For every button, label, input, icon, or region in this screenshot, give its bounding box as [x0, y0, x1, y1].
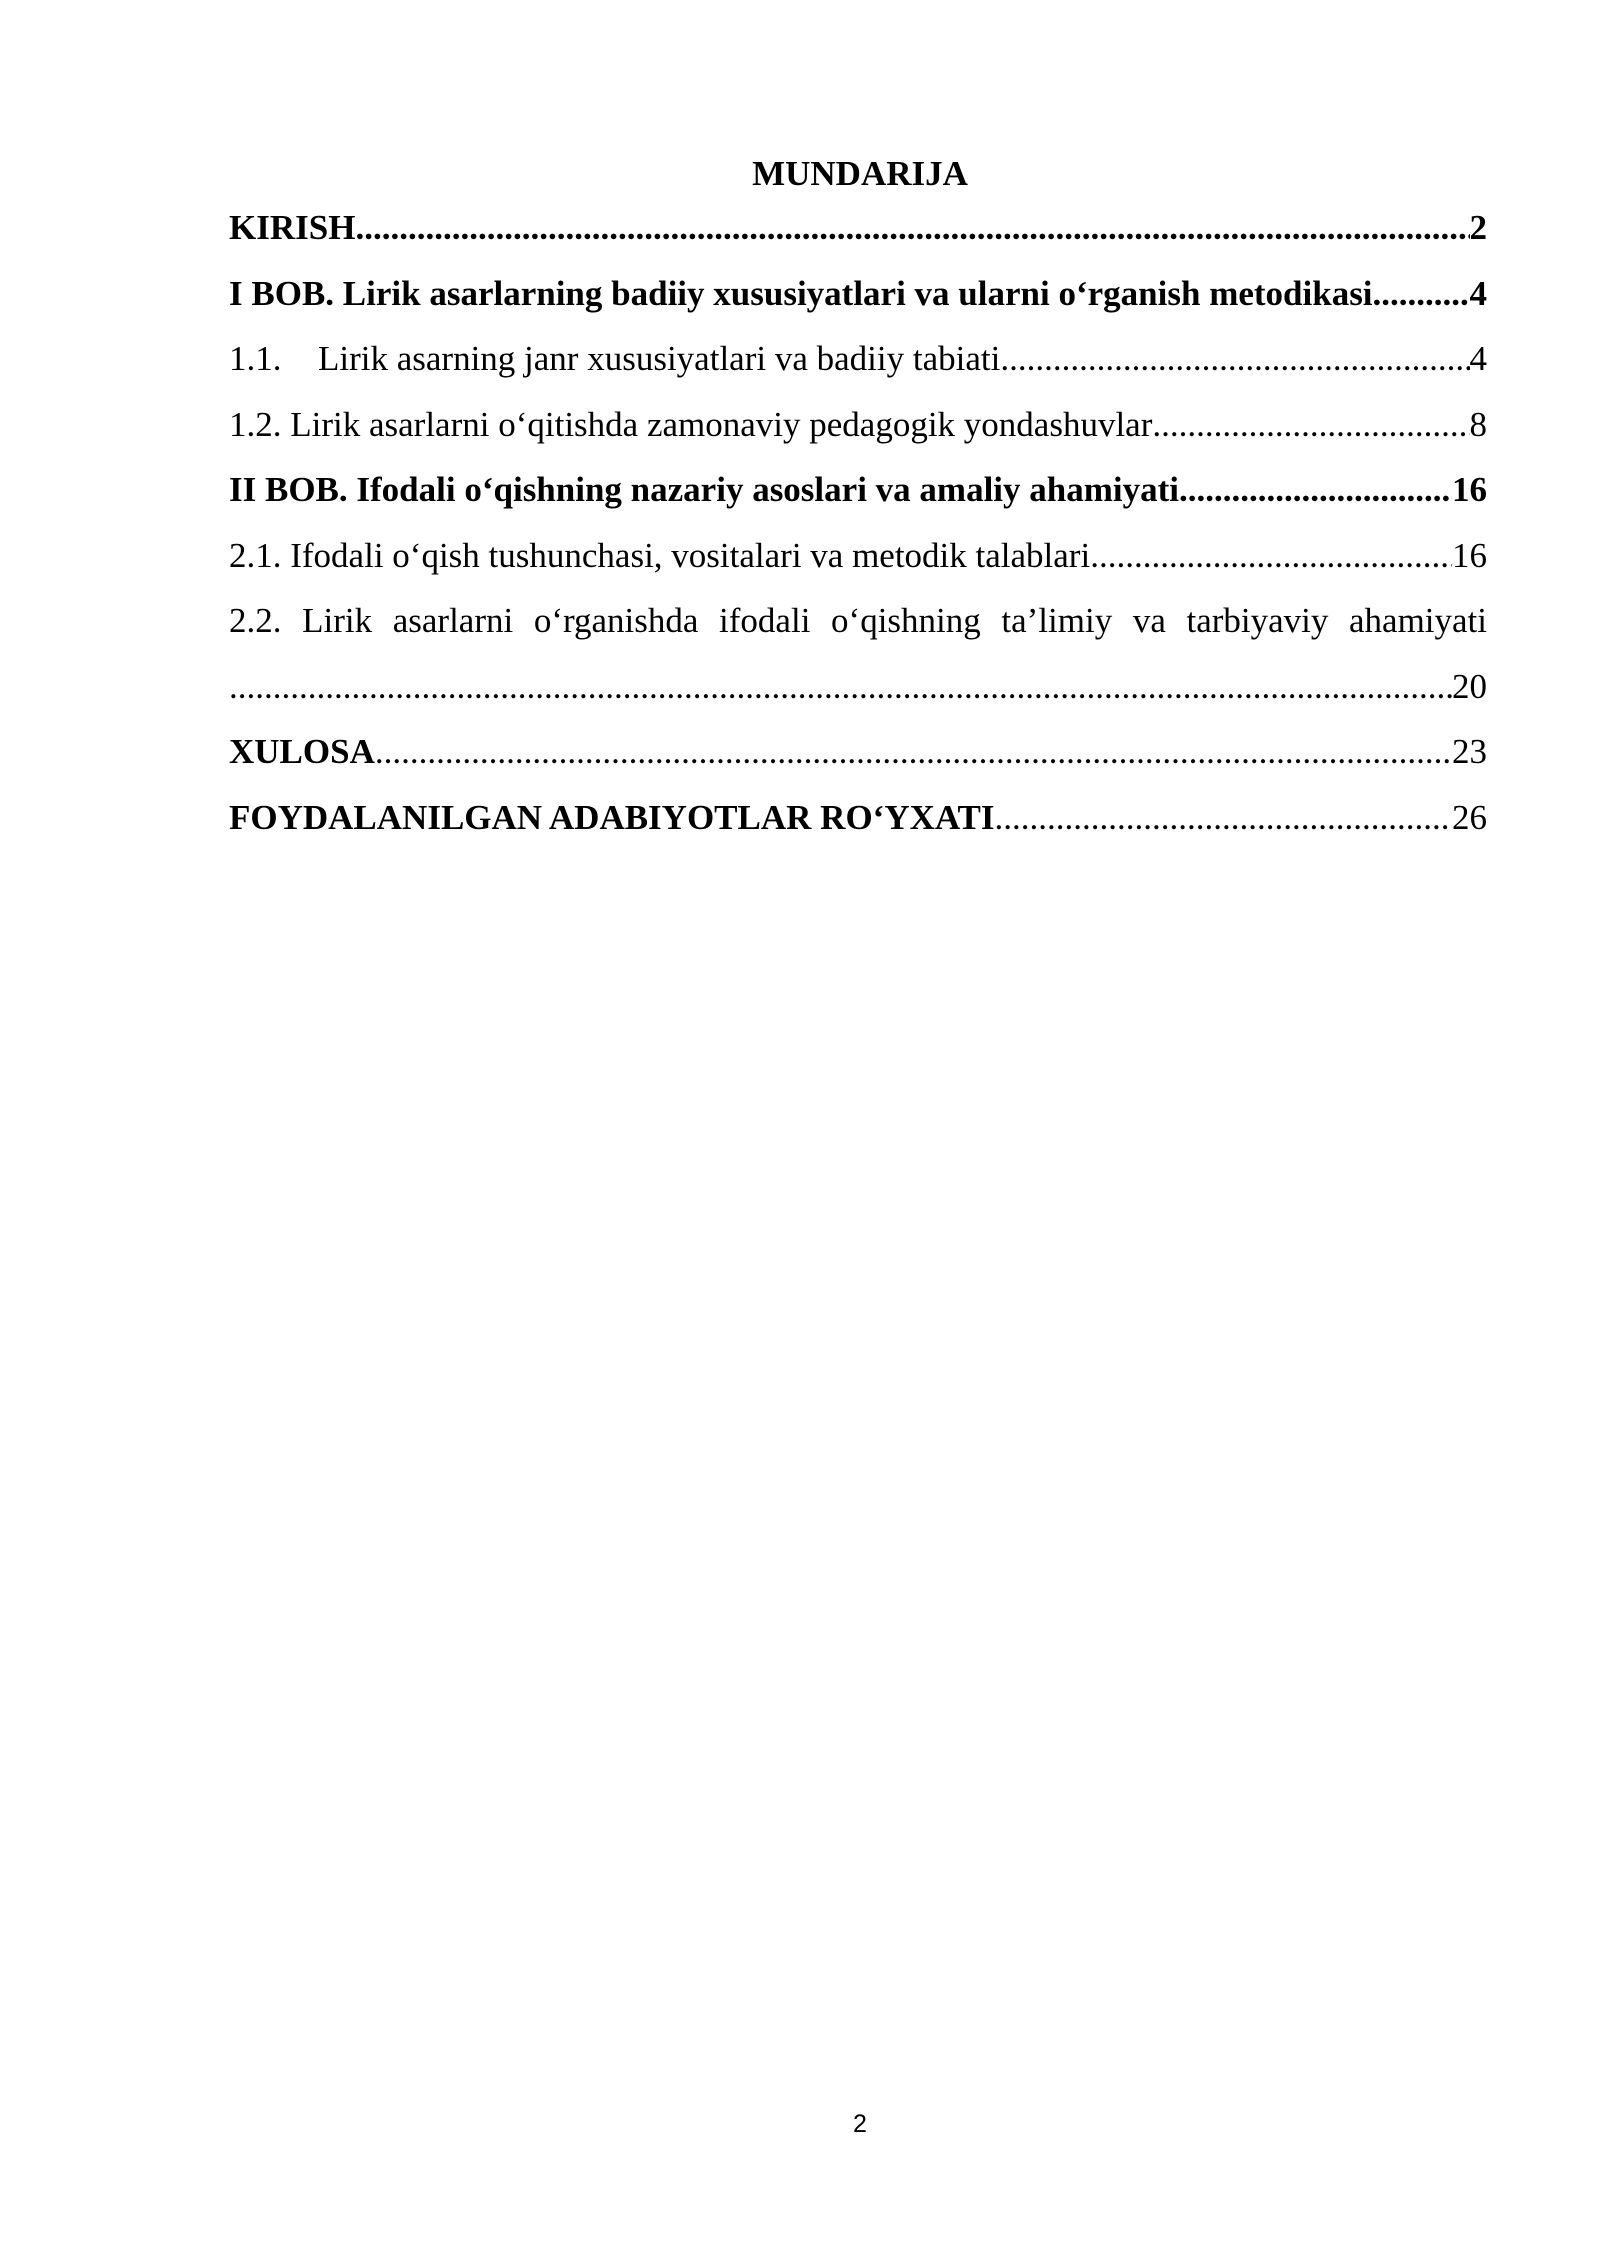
toc-entry-label: 1.2. Lirik asarlarni o‘qitishda zamonaviy pedagogik yondashuvlar: [229, 404, 1153, 444]
toc-entry-label: XULOSA: [229, 732, 375, 771]
toc-entry-references[interactable]: [229, 785, 1487, 851]
toc-dot-leader: [1179, 457, 1452, 523]
toc-entry-page: 16: [1452, 535, 1487, 575]
toc-entry-label: Lirik asarning janr xususiyatlari va badiiy tabiati: [318, 339, 1001, 378]
toc-title: MUNDARIJA: [752, 154, 968, 193]
toc-entry-chapter-1[interactable]: [229, 261, 1487, 327]
toc-entry-page: 16: [1452, 470, 1487, 509]
toc-entry-page: 2: [1469, 208, 1487, 247]
toc-entry-label-group: [229, 326, 1000, 392]
toc-dot-leader: [229, 654, 1452, 720]
toc-entry-label: II BOB. Ifodali o‘qishning nazariy asoslari va amaliy ahamiyati: [229, 470, 1179, 509]
toc-entry-section-1-1[interactable]: [229, 326, 1487, 392]
table-of-contents: [229, 195, 1487, 850]
toc-entry-page: 8: [1469, 404, 1487, 444]
toc-dot-leader: [995, 785, 1452, 851]
toc-entry-page: 4: [1469, 273, 1487, 313]
toc-entry-section-2-2[interactable]: [229, 588, 1487, 654]
toc-dot-leader: [355, 195, 1469, 261]
toc-entry-number: 1.1.: [229, 339, 282, 378]
toc-entry-page: 23: [1452, 732, 1487, 771]
toc-entry-xulosa[interactable]: [229, 719, 1487, 785]
toc-entry-label: KIRISH: [229, 208, 356, 247]
toc-entry-section-2-1[interactable]: [229, 523, 1487, 589]
page-number: 2: [853, 2110, 867, 2138]
toc-dot-leader: [1373, 261, 1470, 327]
toc-entry-page: 20: [1452, 666, 1487, 706]
toc-dot-leader: [1152, 392, 1469, 458]
toc-entry-label: FOYDALANILGAN ADABIYOTLAR RO‘YXATI: [229, 797, 995, 837]
toc-entry-kirish[interactable]: [229, 195, 1487, 261]
toc-entry-page: 26: [1452, 797, 1487, 837]
toc-entry-label: 2.1. Ifodali o‘qish tushunchasi, vositalari va metodik talablari: [229, 535, 1091, 575]
toc-dot-leader: [1090, 523, 1452, 589]
toc-entry-label: I BOB. Lirik asarlarning badiiy xususiyatlari va ularni o‘rganish metodikasi: [229, 273, 1373, 313]
toc-entry-label: 2.2. Lirik asarlarni o‘rganishda ifodali o‘qishning ta’limiy va tarbiyaviy ahamiyati: [229, 601, 1487, 640]
toc-entry-chapter-2[interactable]: [229, 457, 1487, 523]
toc-dot-leader: [375, 719, 1452, 785]
toc-dot-leader: [1000, 326, 1469, 392]
toc-entry-section-2-2-continuation[interactable]: [229, 654, 1487, 720]
toc-entry-section-1-2[interactable]: [229, 392, 1487, 458]
toc-entry-page: 4: [1469, 339, 1487, 378]
